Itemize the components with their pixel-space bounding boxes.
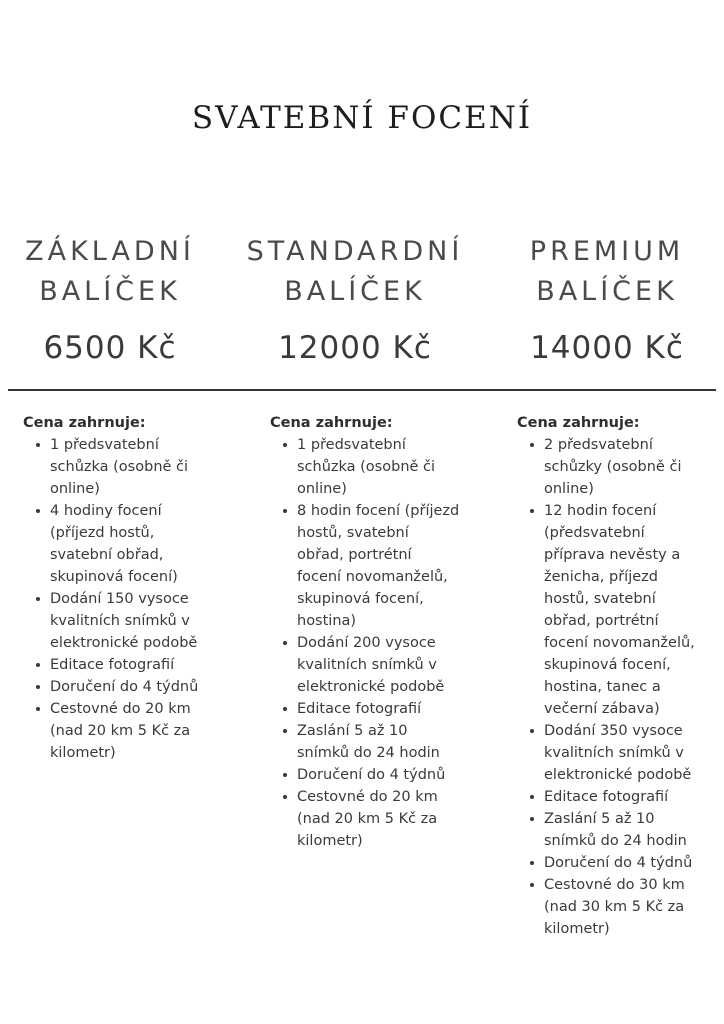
package-name	[490, 232, 724, 312]
includes-label: Cena zahrnuje:	[23, 415, 146, 431]
list-item: Editace fotografií	[544, 786, 707, 808]
list-item: Cestovné do 20 km (nad 20 km 5 Kč za kilometr)	[297, 786, 460, 852]
list-item: Zaslání 5 až 10 snímků do 24 hodin	[544, 808, 707, 852]
package-price: 14000 Kč	[530, 330, 684, 366]
list-item: Doručení do 4 týdnů	[544, 852, 707, 874]
list-item: Dodání 150 vysoce kvalitních snímků v elektronické podobě	[50, 588, 213, 654]
includes-list	[517, 434, 707, 940]
package-price: 6500 Kč	[43, 330, 177, 366]
package-name-line2: BALÍČEK	[284, 276, 426, 307]
list-item: Doručení do 4 týdnů	[297, 764, 460, 786]
list-item: 8 hodin focení (příjezd hostů, svatební obřad, portrétní focení novomanželů, skupinová focení, hostina)	[297, 500, 460, 632]
list-item: Editace fotografií	[50, 654, 213, 676]
includes-standard	[270, 412, 460, 852]
list-item: 1 předsvatební schůzka (osobně či online)	[50, 434, 213, 500]
includes-label: Cena zahrnuje:	[517, 415, 640, 431]
list-item: Cestovné do 20 km (nad 20 km 5 Kč za kilometr)	[50, 698, 213, 764]
list-item: Zaslání 5 až 10 snímků do 24 hodin	[297, 720, 460, 764]
package-name-line2: BALÍČEK	[39, 276, 181, 307]
package-name-line1: ZÁKLADNÍ	[25, 236, 195, 267]
package-price: 12000 Kč	[278, 330, 432, 366]
list-item: 2 předsvatební schůzky (osobně či online)	[544, 434, 707, 500]
divider	[8, 389, 716, 391]
list-item: Cestovné do 30 km (nad 30 km 5 Kč za kilometr)	[544, 874, 707, 940]
list-item: Editace fotografií	[297, 698, 460, 720]
list-item: Dodání 350 vysoce kvalitních snímků v elektronické podobě	[544, 720, 707, 786]
list-item: 1 předsvatební schůzka (osobně či online)	[297, 434, 460, 500]
list-item: 4 hodiny focení (příjezd hostů, svatební obřad, skupinová focení)	[50, 500, 213, 588]
package-name	[0, 232, 220, 312]
package-name-line2: BALÍČEK	[536, 276, 678, 307]
includes-list	[270, 434, 460, 852]
list-item: Doručení do 4 týdnů	[50, 676, 213, 698]
package-name-line1: STANDARDNÍ	[246, 236, 464, 267]
page-title: SVATEBNÍ FOCENÍ	[191, 100, 533, 136]
includes-list	[23, 434, 213, 764]
package-name-line1: PREMIUM	[529, 236, 685, 267]
list-item: Dodání 200 vysoce kvalitních snímků v elektronické podobě	[297, 632, 460, 698]
package-name	[236, 232, 474, 312]
includes-premium	[517, 412, 707, 940]
includes-label: Cena zahrnuje:	[270, 415, 393, 431]
includes-basic	[23, 412, 213, 764]
list-item: 12 hodin focení (předsvatební příprava nevěsty a ženicha, příjezd hostů, svatební obřad, portrétní focení novomanželů, skupinová focení, hostina, tanec a večerní zábava)	[544, 500, 707, 720]
